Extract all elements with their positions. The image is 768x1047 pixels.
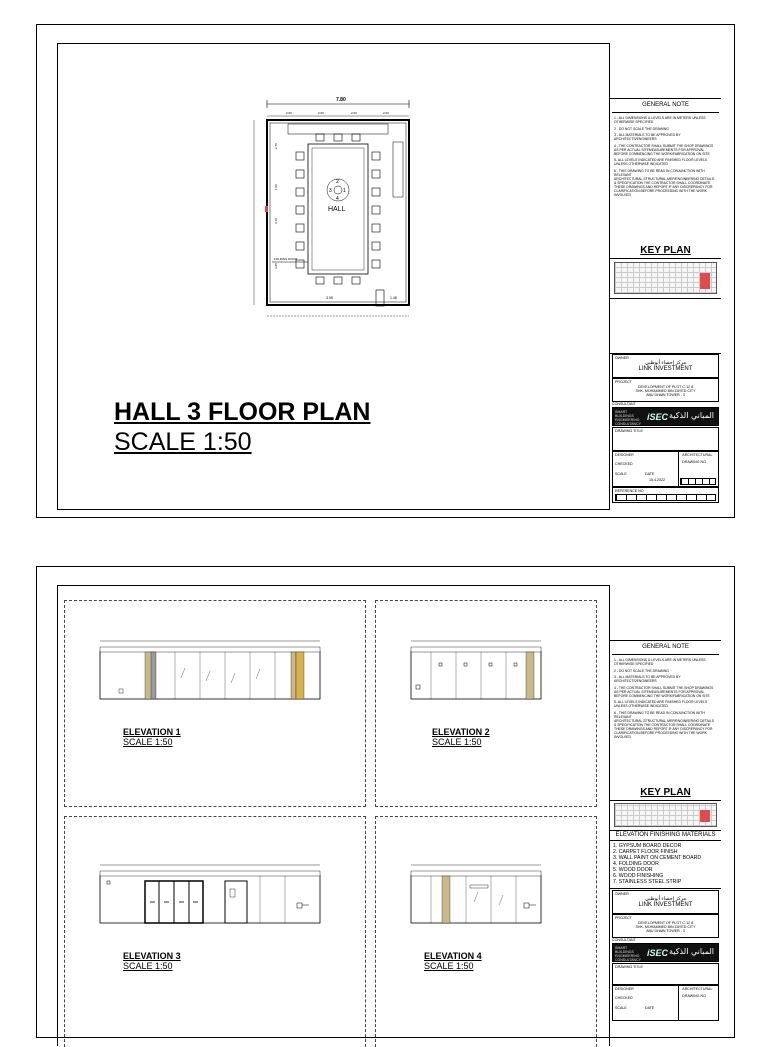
consultant-label: CONSULTANT	[612, 402, 636, 406]
key-plan-section	[610, 800, 721, 831]
note-item: 2 - DO NOT SCALE THE DRAWING	[614, 126, 669, 131]
drawing-title-label: DRAWING TITLE	[615, 965, 643, 969]
materials-section	[610, 830, 721, 889]
elevation-panel-1	[64, 600, 366, 807]
note-item: 3 - ALL MATERIALS TO BE APPROVED BY ARCHITECTS/ENGINEERS	[614, 133, 681, 141]
elevation-scale: SCALE 1:50	[123, 737, 173, 747]
owner-arabic: مركز إحصاء أبوظبي	[644, 360, 687, 366]
elevation-4-drawing	[406, 857, 546, 927]
key-plan-title: KEY PLAN	[640, 787, 691, 798]
owner-label: OWNER	[615, 892, 629, 896]
project-line: ABU DHABI TOWER - 3	[646, 393, 685, 397]
checked-label: CHECKED	[615, 996, 633, 1000]
dim-seg: 2.00	[383, 111, 389, 115]
drawing-frame	[57, 585, 610, 1046]
owner-name: LINK INVESTMENT	[638, 902, 693, 908]
note-item: 5- ALL LEVELS INDICATED ARE FINISHED FLOOR LEVELS UNLESS OTHERWISE INDICATED	[614, 158, 708, 166]
owner-label: OWNER	[615, 356, 629, 360]
seat-number: 4	[336, 196, 339, 202]
date-value: 15.4.2022	[649, 478, 665, 482]
elevation-panel-2	[375, 600, 597, 807]
dim-seg: 2.00	[318, 111, 324, 115]
note-item: 1 - ALL DIMENSIONS & LEVELS ARE IN METERS UNLESS OTHERWISE SPECIFIED	[614, 116, 706, 124]
drawing-no-label: DRAWING NO	[682, 460, 706, 464]
project-line: DEVELOPMENT OF PLOT C-12 8	[637, 921, 694, 925]
plan-title: HALL 3 FLOOR PLAN	[114, 398, 371, 426]
note-item: 4 - THE CONTRACTOR SHALL SUBMIT THE SHOP DRAWINGS AS PER ACTUAL SITEMEASUREMENTS FOR APPROVAL BEFORE COMMENCING THE WORK/FABRICATION ON SITE	[614, 685, 714, 698]
dim-bottom: 3.95	[326, 296, 333, 300]
seat-number: 3	[329, 188, 332, 194]
scale-label: SCALE	[615, 472, 627, 476]
dim-top: 7.80	[336, 97, 346, 103]
general-note-section	[610, 640, 721, 801]
reference-label: REFERENCE NO	[615, 489, 644, 493]
dim-right: 1.48	[390, 296, 397, 300]
elevation-title: ELEVATION 3	[123, 951, 181, 961]
project-label: PROJECT	[615, 916, 632, 920]
note-item: 3 - ALL MATERIALS TO BE APPROVED BY ARCHITECTS/ENGINEERS	[614, 675, 681, 683]
logo-arabic: المباني الذكية	[669, 411, 714, 420]
elevation-title: ELEVATION 4	[424, 951, 482, 961]
discipline: ARCHITECTURAL	[682, 987, 713, 991]
designer-label: DESIGNER	[615, 987, 634, 991]
title-block	[609, 43, 721, 508]
title-block	[609, 585, 721, 1045]
consultant-name: SMART BUILDINGS ENGINEERING CONSULTANCY	[615, 410, 641, 426]
elevation-3-drawing	[95, 857, 325, 927]
title-block-blank	[610, 585, 721, 641]
room-label: HALL	[328, 206, 346, 213]
dim-left: 3.10	[274, 218, 278, 224]
project-line: ABU DHABI TOWER - 3	[646, 929, 685, 933]
note-item: 2 - DO NOT SCALE THE DRAWING	[614, 668, 669, 673]
note-item: 4 - THE CONTRACTOR SHALL SUBMIT THE SHOP DRAWINGS AS PER ACTUAL SITEMEASUREMENTS FOR APPROVAL BEFORE COMMENCING THE WORK/FABRICATION ON SITE	[614, 143, 714, 156]
scale-label: SCALE	[615, 1006, 627, 1010]
elevation-2-drawing	[406, 633, 546, 703]
elevation-scale: SCALE 1:50	[123, 961, 173, 971]
title-block-blank-2	[610, 298, 721, 354]
drawing-sheet-1	[36, 24, 735, 518]
general-note-section	[610, 98, 721, 259]
drawing-sheet-2	[36, 566, 735, 1038]
folding-door-label: FOLDING DOOR	[274, 257, 298, 261]
owner-project-section	[610, 889, 721, 961]
consultant-logo	[612, 407, 719, 426]
date-label: DATE	[645, 1006, 655, 1010]
project-line: SHK. MOHAMMED BIN ZAYED CITY	[635, 925, 696, 929]
consultant-name: SMART BUILDINGS ENGINEERING CONSULTANCY	[615, 946, 641, 962]
consultant-label: CONSULTANT	[612, 938, 636, 942]
note-item: 6 - THIS DRAWING TO BE READ IN CONJUNCTION WITH RELEVANT ARCHITECTURAL,STRUCTURAL,MEP/ENGINEERING DETAILS & SPECIFICATION THE CONTRACTOR SHALL COORDINATE THESE DRAWINGS AND REPORT IF ANY DISCREPANCY FOR CLARIFICATION BEFORE PROCEEDING WITH THE WORK INVOLVED	[614, 168, 714, 197]
elevation-title: ELEVATION 1	[123, 727, 181, 737]
drawing-title-label: DRAWING TITLE	[615, 429, 643, 433]
elevation-1-drawing	[95, 633, 325, 703]
dim-left: 2.70	[274, 143, 278, 149]
title-block-blank	[610, 43, 721, 99]
dim-left: 1.00	[274, 184, 278, 190]
discipline: ARCHITECTURAL	[682, 453, 713, 457]
materials-title: ELEVATION FINISHING MATERIALS	[610, 832, 721, 841]
drawing-info-section	[610, 963, 721, 1045]
elevation-panel-3	[64, 816, 366, 1047]
date-label: DATE	[645, 472, 655, 476]
material-item: 7. STAINLESS STEEL STRIP	[613, 879, 682, 885]
key-plan-image	[614, 803, 717, 827]
drawing-info-section	[610, 427, 721, 508]
material-item: 2. CARPET FLOOR FINISH	[613, 849, 678, 855]
logo-text: iSEC	[647, 412, 669, 422]
material-item: 6. WOOD FINISHING	[613, 873, 664, 879]
material-item: 5. WOOD DOOR	[613, 867, 653, 873]
drawing-no-label: DRAWING NO	[682, 994, 706, 998]
project-label: PROJECT	[615, 380, 632, 384]
elevation-scale: SCALE 1:50	[424, 961, 474, 971]
elevation-title: ELEVATION 2	[432, 727, 490, 737]
project-line: SHK. MOHAMMED BIN ZAYED CITY	[635, 389, 696, 393]
consultant-logo	[612, 943, 719, 962]
elevation-panel-4	[375, 816, 597, 1047]
general-note-title: GENERAL NOTE	[642, 102, 689, 108]
seat-number: 2	[336, 179, 339, 185]
material-item: 1. GYPSUM BOARD DECOR	[613, 843, 682, 849]
general-note-title: GENERAL NOTE	[642, 644, 689, 650]
owner-arabic: مركز إحصاء أبوظبي	[644, 896, 687, 902]
owner-name: LINK INVESTMENT	[638, 366, 693, 372]
owner-project-section	[610, 353, 721, 425]
project-line: DEVELOPMENT OF PLOT C-12 8	[637, 385, 694, 389]
note-item: 5- ALL LEVELS INDICATED ARE FINISHED FLOOR LEVELS UNLESS OTHERWISE INDICATED	[614, 700, 708, 708]
note-item: 1 - ALL DIMENSIONS & LEVELS ARE IN METERS UNLESS OTHERWISE SPECIFIED	[614, 658, 706, 666]
key-plan-section	[610, 258, 721, 299]
dim-seg: 2.00	[351, 111, 357, 115]
seat-number: 1	[343, 188, 346, 194]
elevation-scale: SCALE 1:50	[432, 737, 482, 747]
checked-label: CHECKED	[615, 462, 633, 466]
material-item: 3. WALL PAINT ON CEMENT BOARD	[613, 855, 702, 861]
plan-scale: SCALE 1:50	[114, 428, 252, 456]
hall-floor-plan	[248, 94, 428, 334]
key-plan-image	[614, 262, 717, 294]
note-item: 6 - THIS DRAWING TO BE READ IN CONJUNCTION WITH RELEVANT ARCHITECTURAL,STRUCTURAL,MEP/ENGINEERING DETAILS & SPECIFICATION THE CONTRACTOR SHALL COORDINATE THESE DRAWINGS AND REPORT IF ANY DISCREPANCY FOR CLARIFICATION BEFORE PROCEEDING WITH THE WORK INVOLVED	[614, 710, 714, 739]
material-item: 4. FOLDING DOOR	[613, 861, 659, 867]
dim-seg: 2.00	[286, 111, 292, 115]
drawing-frame	[57, 43, 610, 510]
dim-left: 4.95	[274, 263, 278, 269]
logo-text: iSEC	[647, 948, 669, 958]
key-plan-title: KEY PLAN	[640, 245, 691, 256]
designer-label: DESIGNER	[615, 453, 634, 457]
logo-arabic: المباني الذكية	[669, 947, 714, 956]
